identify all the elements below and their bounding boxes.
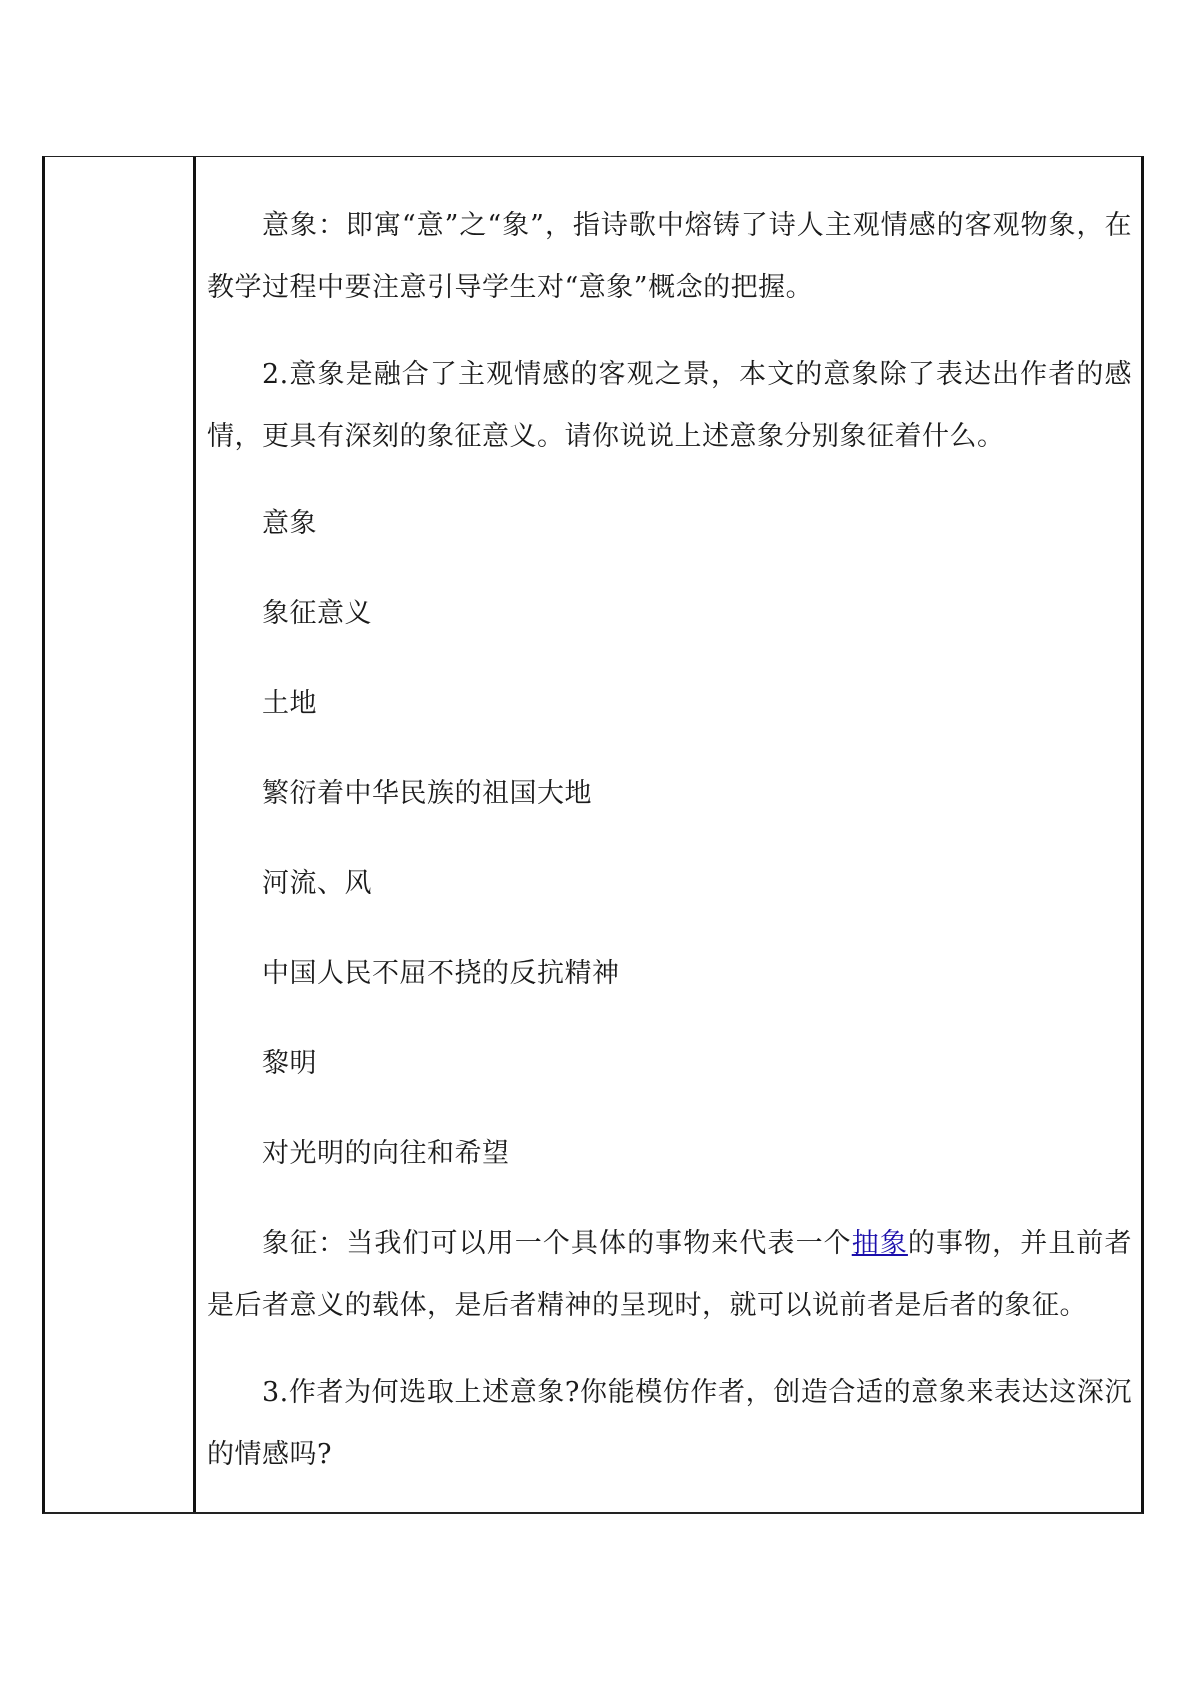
- item-meaning-land: 繁衍着中华民族的祖国大地: [262, 778, 592, 809]
- abstract-link[interactable]: 抽象: [851, 1228, 908, 1259]
- item-imagery-dawn: 黎明: [262, 1048, 317, 1079]
- paragraph-symbol-definition: [207, 1213, 1132, 1337]
- paragraph-question-2: 2.意象是融合了主观情感的客观之景，本文的意象除了表达出作者的感情，更具有深刻的象征意义。请你说说上述意象分别象征着什么。: [207, 359, 1132, 452]
- item-meaning-dawn: 对光明的向往和希望: [262, 1138, 510, 1169]
- lesson-table: [42, 156, 1144, 1514]
- paragraph-imagery-definition: 意象：即寓“意”之“象”，指诗歌中熔铸了诗人主观情感的客观物象，在教学过程中要注意引导学生对“意象”概念的把握。: [207, 210, 1132, 303]
- item-imagery-river-wind: 河流、风: [262, 868, 372, 899]
- symbol-text-after: 的事物，并且前者是后者意义的载体，是后者精神的呈现时，就可以说前者是后者的象征。: [207, 1228, 1133, 1321]
- item-header-meaning: 象征意义: [262, 598, 372, 629]
- item-header-imagery: 意象: [262, 508, 317, 539]
- content-cell: [196, 157, 1141, 1512]
- left-empty-cell: [45, 157, 193, 1512]
- symbol-text-before: 象征：当我们可以用一个具体的事物来代表一个: [262, 1228, 852, 1259]
- item-meaning-river-wind: 中国人民不屈不挠的反抗精神: [262, 958, 620, 989]
- item-imagery-land: 土地: [262, 688, 317, 719]
- paragraph-question-3: 3.作者为何选取上述意象?你能模仿作者，创造合适的意象来表达这深沉的情感吗?: [207, 1377, 1132, 1470]
- content-body: [207, 195, 1132, 1486]
